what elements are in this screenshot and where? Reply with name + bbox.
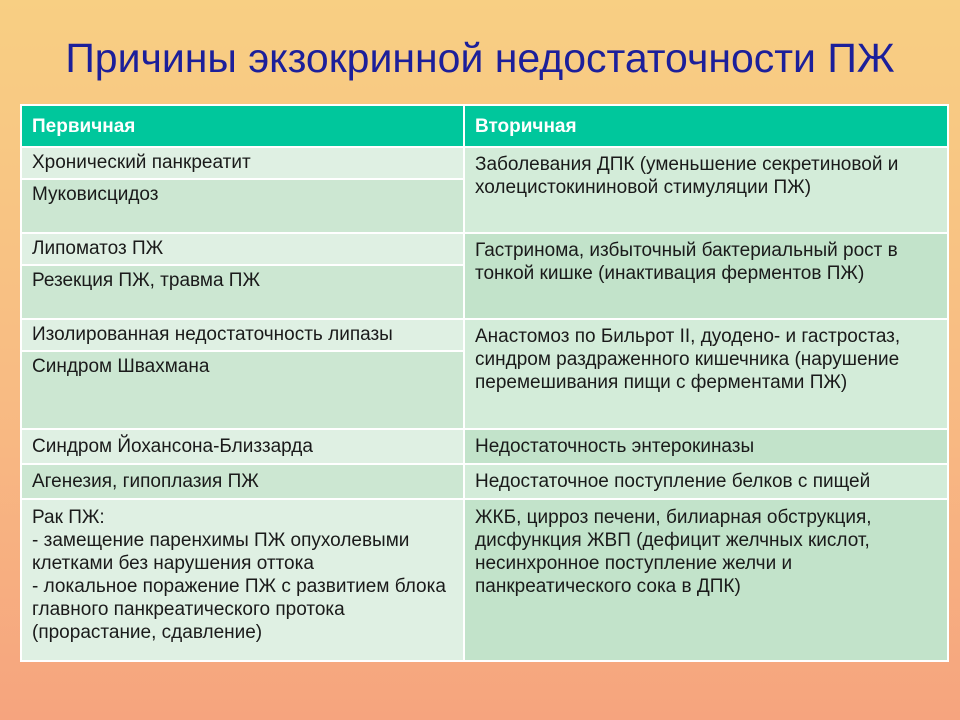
header-secondary: Вторичная (464, 105, 948, 147)
secondary-cell: Заболевания ДПК (уменьшение секретиновой и холецистокининовой стимуляции ПЖ) (464, 147, 948, 233)
secondary-cell: Недостаточное поступление белков с пищей (464, 464, 948, 499)
table-row (21, 499, 948, 661)
primary-cell: Хронический панкреатит (21, 147, 464, 179)
table-row (21, 147, 948, 179)
secondary-cell: Недостаточность энтерокиназы (464, 429, 948, 464)
primary-cell: Изолированная недостаточность липазы (21, 319, 464, 351)
table-row (21, 429, 948, 464)
table-row (21, 464, 948, 499)
primary-cell: Синдром Швахмана (21, 351, 464, 429)
table-row (21, 233, 948, 265)
slide-title: Причины экзокринной недостаточности ПЖ (65, 35, 895, 81)
table-row (21, 319, 948, 351)
primary-cell: Агенезия, гипоплазия ПЖ (21, 464, 464, 499)
primary-cell: Рак ПЖ: - замещение паренхимы ПЖ опухолевыми клетками без нарушения оттока - локальное поражение ПЖ с развитием блока главного панкреатического протока (прорастание, сдавление) (21, 499, 464, 661)
table-header-row (21, 105, 948, 147)
secondary-cell: Анастомоз по Бильрот II, дуодено- и гастростаз, синдром раздраженного кишечника (нарушение перемешивания пищи с ферментами ПЖ) (464, 319, 948, 429)
header-primary: Первичная (21, 105, 464, 147)
primary-cell: Муковисцидоз (21, 179, 464, 233)
primary-cell: Резекция ПЖ, травма ПЖ (21, 265, 464, 319)
primary-cell: Липоматоз ПЖ (21, 233, 464, 265)
primary-cell: Синдром Йохансона-Близзарда (21, 429, 464, 464)
causes-table (20, 104, 949, 662)
secondary-cell: Гастринома, избыточный бактериальный рост в тонкой кишке (инактивация ферментов ПЖ) (464, 233, 948, 319)
secondary-cell: ЖКБ, цирроз печени, билиарная обструкция, дисфункция ЖВП (дефицит желчных кислот, несинхронное поступление желчи и панкреатического сока в ДПК) (464, 499, 948, 661)
